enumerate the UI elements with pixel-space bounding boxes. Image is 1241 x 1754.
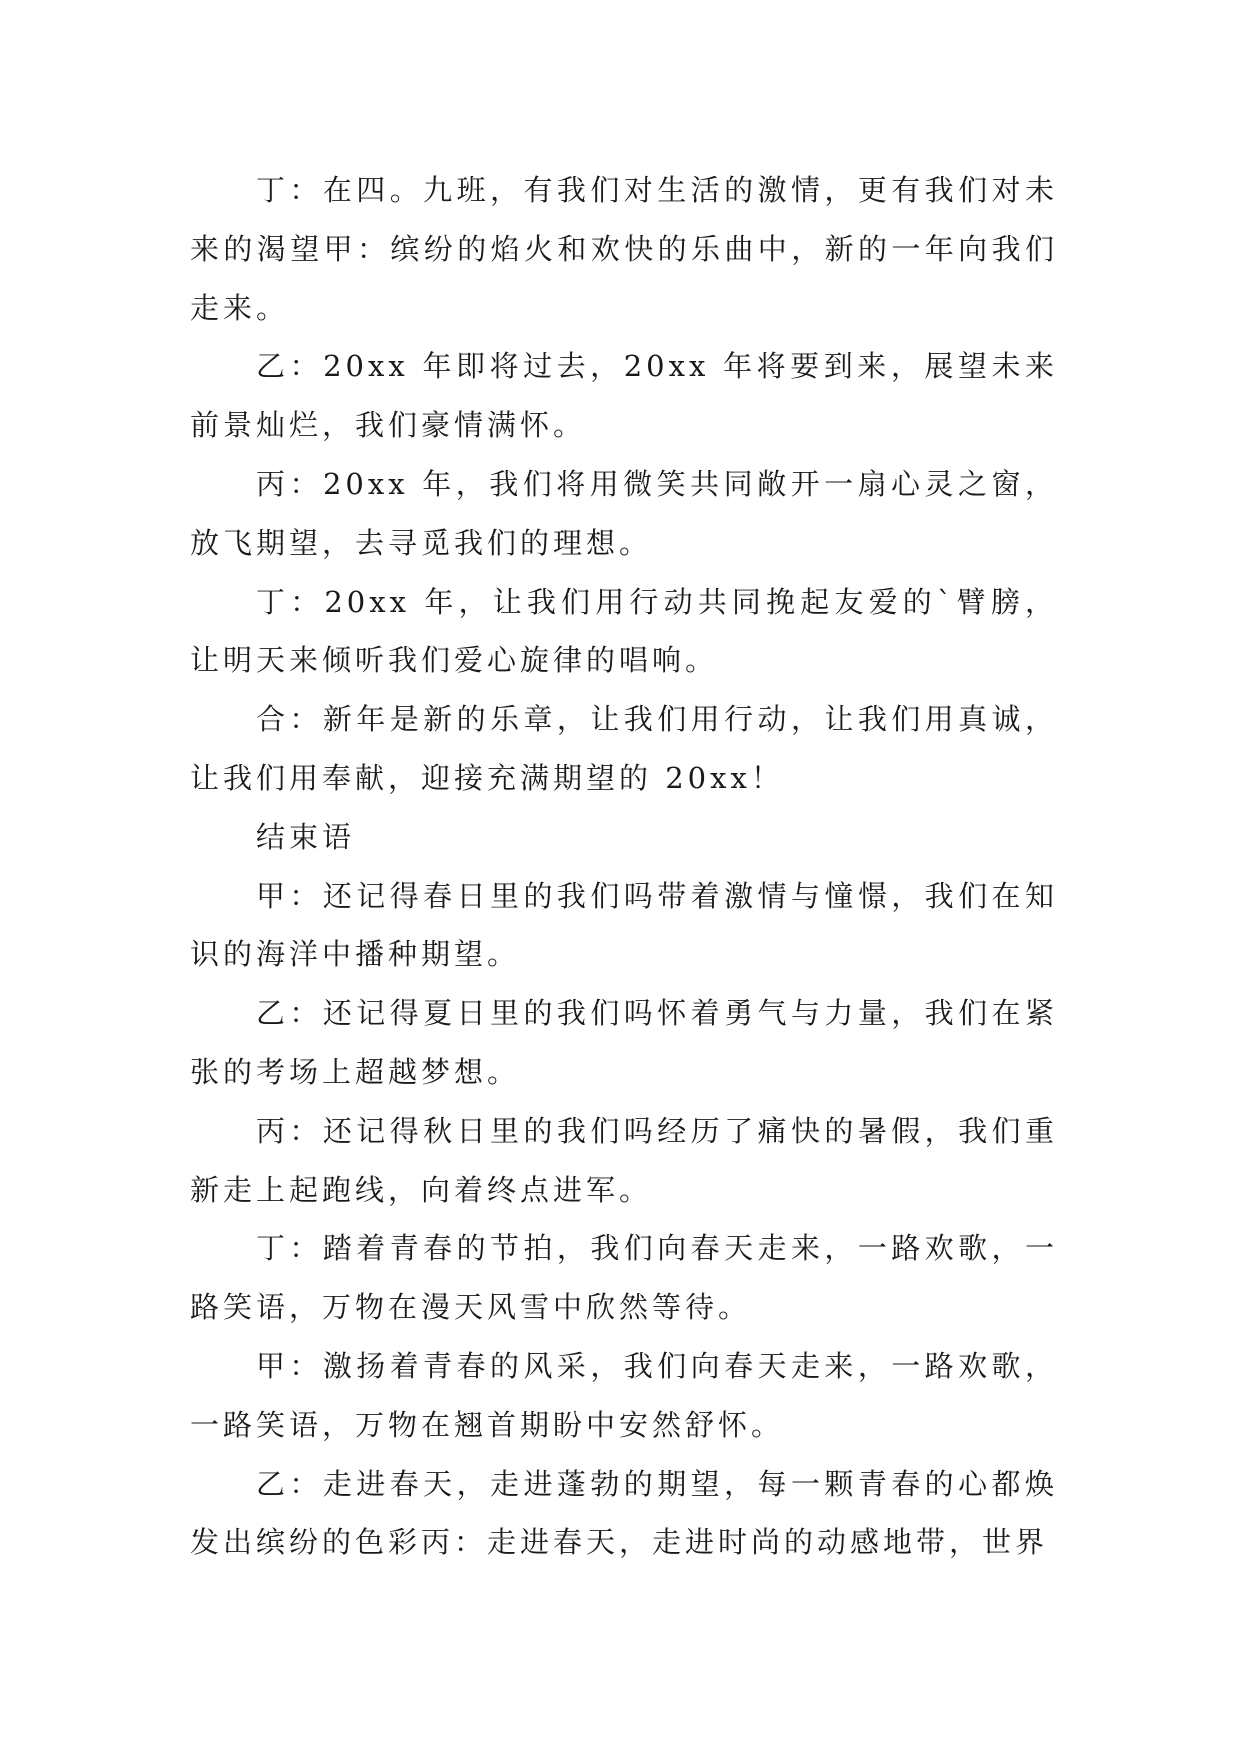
paragraph-ding-20xx: 丁：20xx 年，让我们用行动共同挽起友爱的`臂膀，让明天来倾听我们爱心旋律的唱响。 <box>190 584 1058 678</box>
paragraph-bing-autumn: 丙：还记得秋日里的我们吗经历了痛快的暑假，我们重新走上起跑线，向着终点进军。 <box>190 1113 1058 1207</box>
paragraph-yi-20xx: 乙：20xx 年即将过去，20xx 年将要到来，展望未来前景灿烂，我们豪情满怀。 <box>190 349 1058 443</box>
paragraph-ding-youth: 丁：踏着青春的节拍，我们向春天走来，一路欢歌，一路笑语，万物在漫天风雪中欣然等待。 <box>190 1231 1058 1325</box>
section-heading-closing: 结束语 <box>256 819 356 854</box>
document-body <box>190 161 1058 1572</box>
paragraph-jia-youth: 甲：激扬着青春的风采，我们向春天走来，一路欢歌，一路笑语，万物在翘首期盼中安然舒怀。 <box>190 1348 1058 1442</box>
paragraph-yi-summer: 乙：还记得夏日里的我们吗怀着勇气与力量，我们在紧张的考场上超越梦想。 <box>190 996 1058 1089</box>
paragraph-bing-20xx: 丙：20xx 年，我们将用微笑共同敞开一扇心灵之窗，放飞期望，去寻觅我们的理想。 <box>190 466 1058 560</box>
paragraph-he-new-year: 合：新年是新的乐章，让我们用行动，让我们用真诚，让我们用奉献，迎接充满期望的 20xx！ <box>190 702 1058 795</box>
paragraph-yi-spring: 乙：走进春天，走进蓬勃的期望，每一颗青春的心都焕发出缤纷的色彩丙：走进春天，走进时尚的动感地带，世界 <box>190 1466 1058 1560</box>
paragraph-ding-opening: 丁：在四。九班，有我们对生活的激情，更有我们对未来的渴望甲：缤纷的焰火和欢快的乐曲中，新的一年向我们走来。 <box>190 173 1058 325</box>
paragraph-jia-spring: 甲：还记得春日里的我们吗带着激情与憧憬，我们在知识的海洋中播种期望。 <box>190 878 1058 972</box>
